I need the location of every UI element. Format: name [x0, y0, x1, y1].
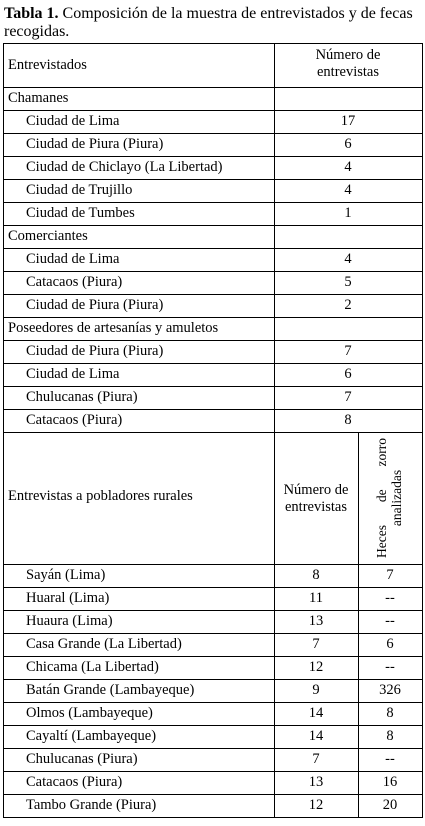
caption-label: Tabla 1.: [4, 5, 59, 22]
rural-row-feces: --: [385, 659, 395, 675]
table-row-place: Ciudad de Lima: [26, 113, 120, 129]
rural-section-title: Entrevistas a pobladores rurales: [8, 488, 193, 504]
rural-header-heces-vertical: [374, 438, 406, 558]
rural-row-place: Sayán (Lima): [26, 567, 106, 583]
rural-row-place: Huaral (Lima): [26, 590, 110, 606]
table-top-border: [3, 43, 422, 44]
row-border: [3, 248, 422, 249]
table-row-count: 4: [344, 251, 352, 267]
header-bottom-border: [3, 87, 422, 88]
row-border: [3, 748, 422, 749]
row-border: [3, 156, 422, 157]
table-row-place: Ciudad de Chiclayo (La Libertad): [26, 159, 223, 175]
row-border: [3, 610, 422, 611]
row-border: [3, 363, 422, 364]
row-border: [3, 294, 422, 295]
rural-header-numero-line2: entrevistas: [284, 499, 347, 515]
row-border: [3, 656, 422, 657]
row-border: [3, 110, 422, 111]
table-row-place: Catacaos (Piura): [26, 274, 123, 290]
table-row-place: Ciudad de Tumbes: [26, 205, 135, 221]
table-row-place: Ciudad de Piura (Piura): [26, 343, 164, 359]
rural-row-feces: --: [385, 590, 395, 606]
table-row-count: 2: [344, 297, 352, 313]
row-border: [3, 133, 422, 134]
table-row-place: Ciudad de Piura (Piura): [26, 136, 164, 152]
table-row-place: Ciudad de Lima: [26, 251, 120, 267]
row-border: [3, 817, 422, 818]
rural-row-count: 13: [308, 613, 324, 629]
table-right-border: [422, 43, 423, 818]
table-row-count: 17: [340, 113, 356, 129]
rural-row-count: 7: [312, 636, 320, 652]
row-border: [3, 386, 422, 387]
rural-header-numero-line1: Número de: [283, 482, 349, 498]
column-divider-1: [274, 43, 275, 817]
table-row-count: 7: [344, 389, 352, 405]
column-header-numero-line1: Número de: [315, 47, 381, 63]
column-header-entrevistados: Entrevistados: [8, 57, 87, 73]
rural-row-place: Batán Grande (Lambayeque): [26, 682, 195, 698]
row-border: [3, 702, 422, 703]
caption-text: Composición de la muestra de entrevistados y de fecas recogidas.: [4, 5, 413, 40]
table-row-count: 5: [344, 274, 352, 290]
table-row-count: 6: [344, 366, 352, 382]
column-divider-2: [358, 432, 359, 817]
rural-row-count: 8: [312, 567, 320, 583]
group-title: Comerciantes: [8, 228, 88, 244]
rural-row-place: Olmos (Lambayeque): [26, 705, 153, 721]
table-row-count: 7: [344, 343, 352, 359]
rural-row-count: 13: [308, 774, 324, 790]
row-border: [3, 633, 422, 634]
row-border: [3, 794, 422, 795]
rural-row-count: 11: [309, 590, 323, 606]
rural-row-feces: 7: [386, 567, 394, 583]
table-row-place: Ciudad de Lima: [26, 366, 120, 382]
table-row-count: 4: [344, 159, 352, 175]
rural-row-count: 14: [308, 728, 324, 744]
table-row-place: Chulucanas (Piura): [26, 389, 138, 405]
column-header-numero-line2: entrevistas: [316, 64, 379, 80]
rural-header-heces-line2: analizadas: [389, 469, 404, 527]
row-border: [3, 409, 422, 410]
table-row-count: 8: [344, 412, 352, 428]
rural-row-place: Huaura (Lima): [26, 613, 113, 629]
table-row-count: 6: [344, 136, 352, 152]
rural-row-count: 12: [308, 797, 324, 813]
rural-row-feces: 16: [382, 774, 398, 790]
rural-row-feces: 6: [386, 636, 394, 652]
table-row-place: Ciudad de Trujillo: [26, 182, 133, 198]
rural-row-count: 14: [308, 705, 324, 721]
rural-row-count: 12: [308, 659, 324, 675]
rural-row-feces: --: [385, 613, 395, 629]
row-border: [3, 179, 422, 180]
rural-header-bottom-border: [3, 564, 422, 565]
rural-row-place: Tambo Grande (Piura): [26, 797, 157, 813]
rural-row-feces: 20: [382, 797, 398, 813]
rural-row-place: Chicama (La Libertad): [26, 659, 159, 675]
rural-row-place: Chulucanas (Piura): [26, 751, 138, 767]
row-border: [3, 771, 422, 772]
row-border: [3, 587, 422, 588]
rural-row-feces: 8: [386, 728, 394, 744]
rural-row-place: Casa Grande (La Libertad): [26, 636, 182, 652]
row-border: [3, 271, 422, 272]
row-border: [3, 725, 422, 726]
rural-header-heces-line1: Heces de zorro: [374, 438, 389, 558]
row-border: [3, 432, 422, 433]
rural-row-feces: 8: [386, 705, 394, 721]
table-row-count: 1: [344, 205, 352, 221]
row-border: [3, 679, 422, 680]
rural-row-feces: 326: [379, 682, 401, 698]
rural-row-feces: --: [385, 751, 395, 767]
row-border: [3, 202, 422, 203]
table-left-border: [3, 43, 4, 818]
rural-row-count: 9: [312, 682, 320, 698]
group-title: Chamanes: [8, 90, 69, 106]
group-title: Poseedores de artesanías y amuletos: [8, 320, 219, 336]
table-row-place: Catacaos (Piura): [26, 412, 123, 428]
row-border: [3, 340, 422, 341]
rural-row-count: 7: [312, 751, 320, 767]
table-row-place: Ciudad de Piura (Piura): [26, 297, 164, 313]
row-border: [3, 317, 422, 318]
rural-row-place: Catacaos (Piura): [26, 774, 123, 790]
rural-row-place: Cayaltí (Lambayeque): [26, 728, 157, 744]
row-border: [3, 225, 422, 226]
table-row-count: 4: [344, 182, 352, 198]
